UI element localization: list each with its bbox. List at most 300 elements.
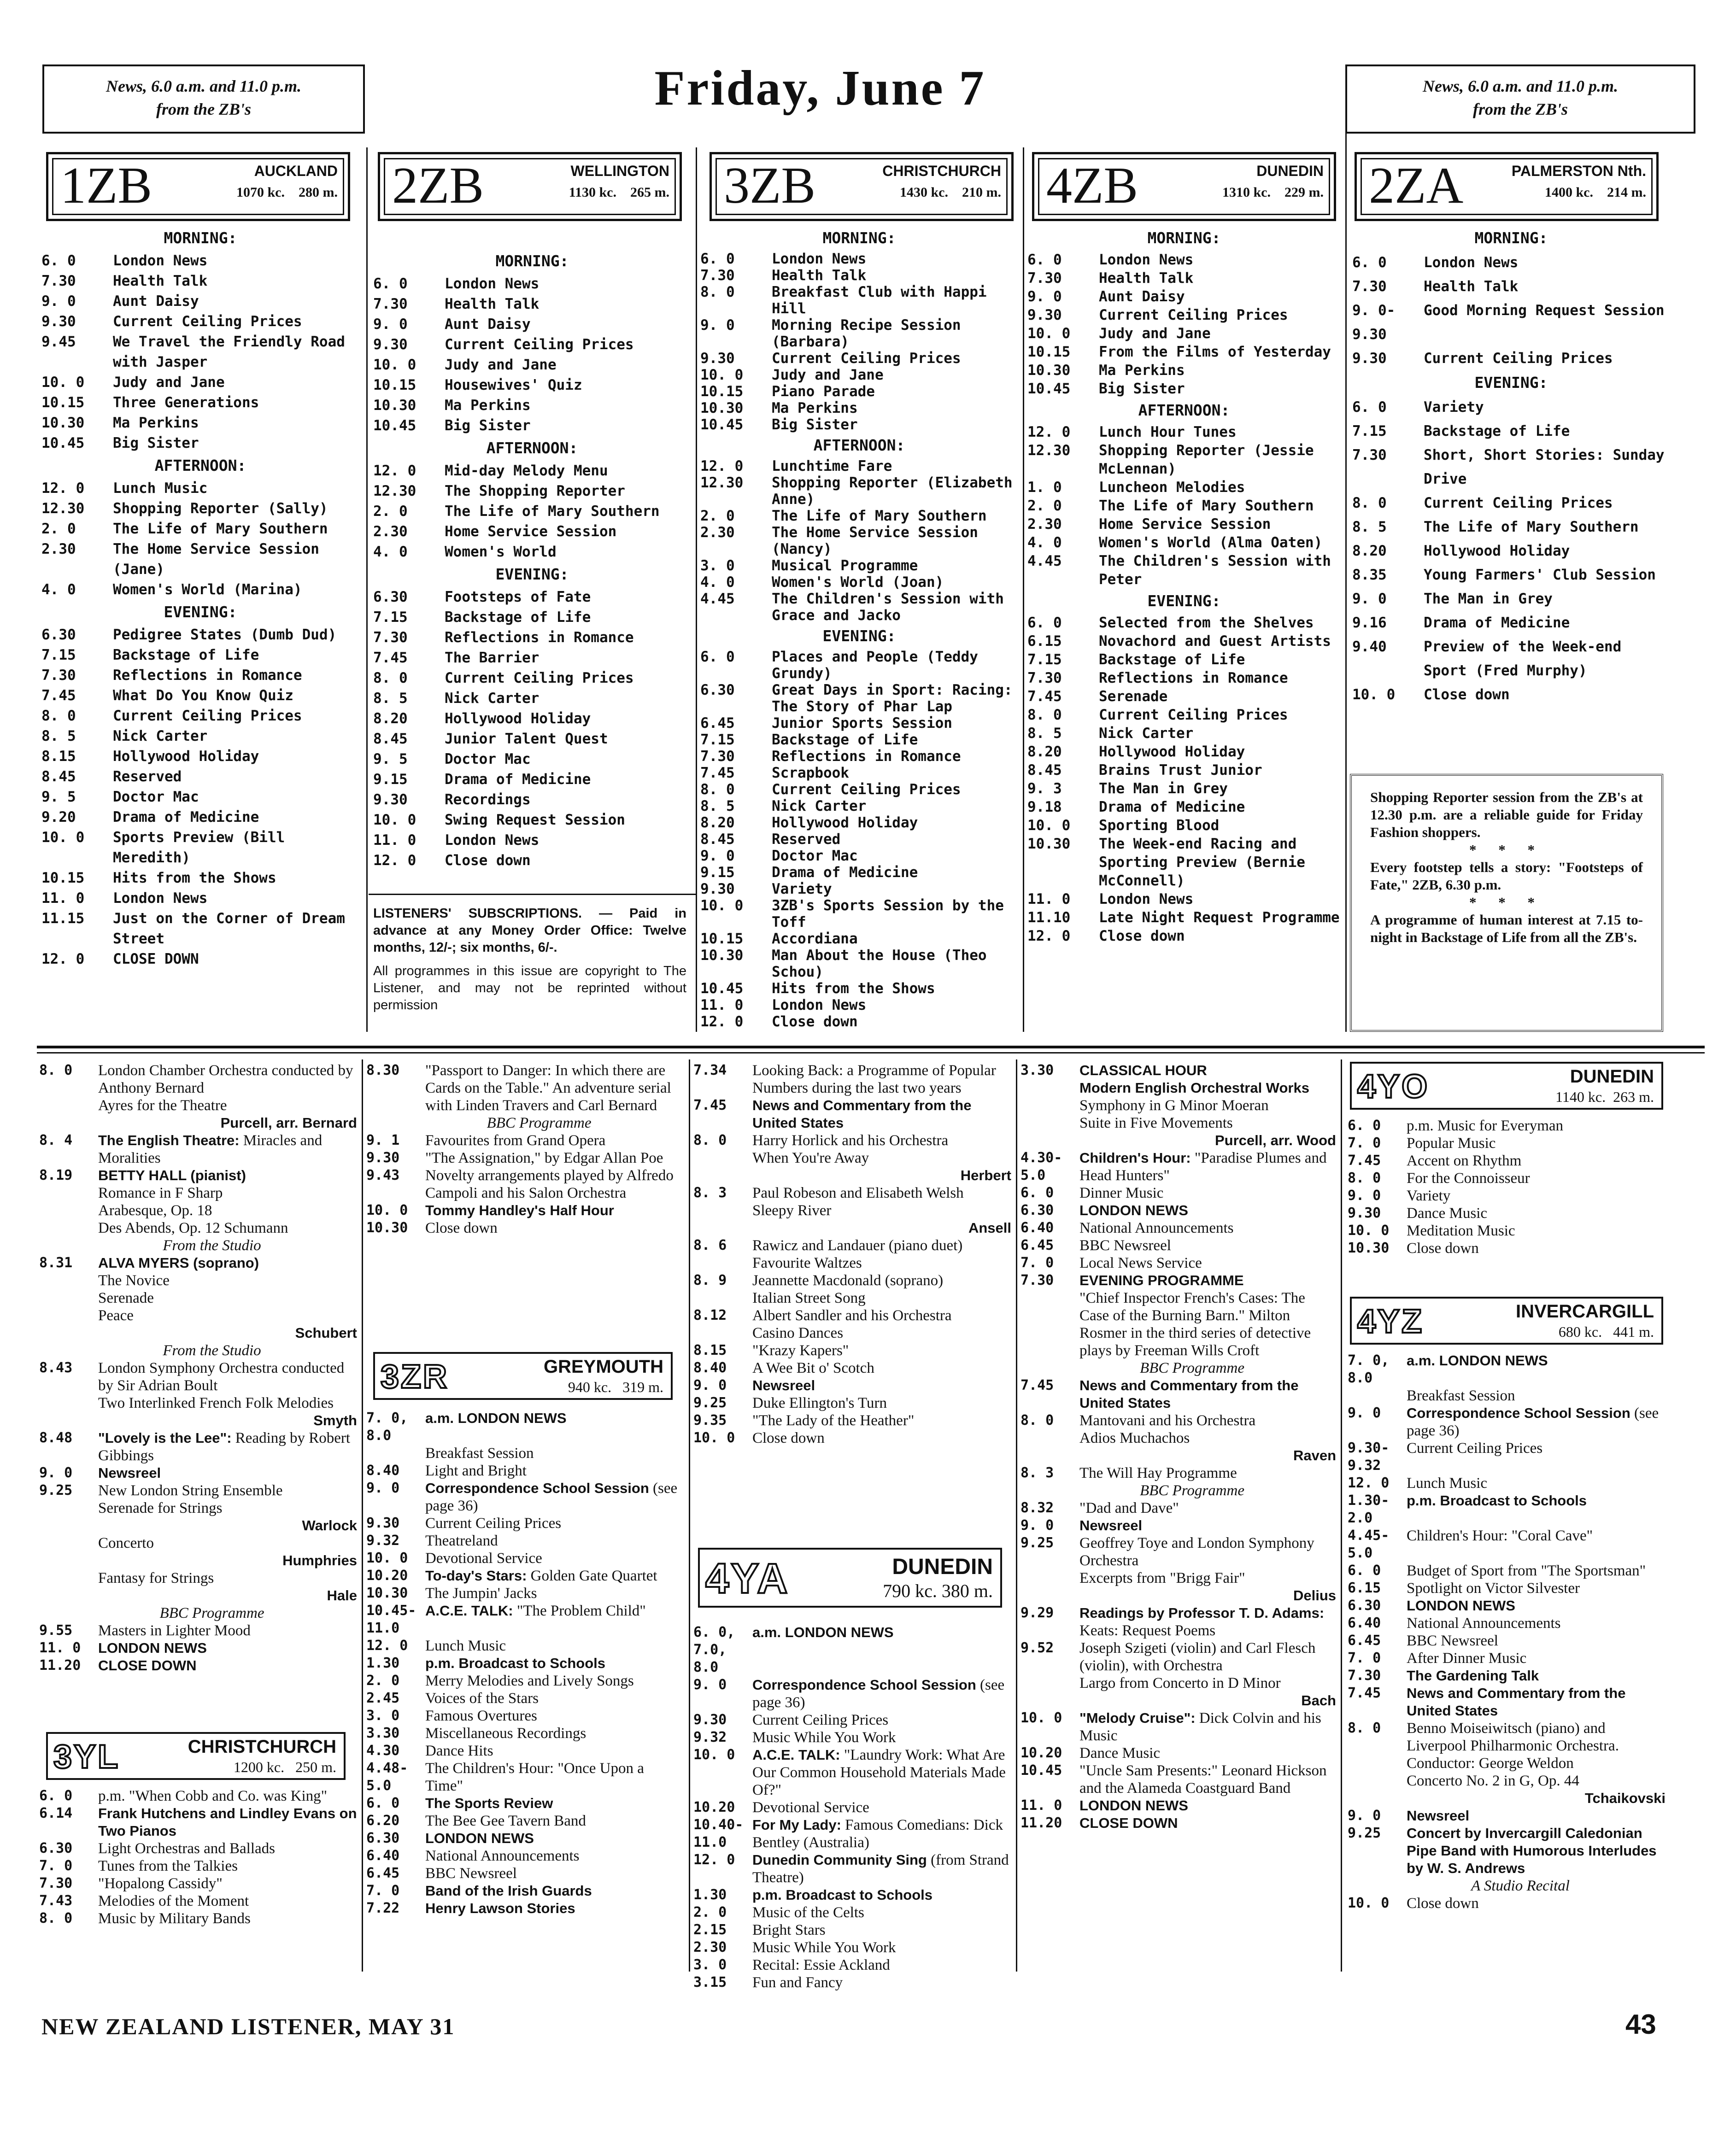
- program-row: [366, 1637, 684, 1655]
- program-title: [752, 1097, 1011, 1132]
- program-time: 10. 0: [1027, 325, 1071, 342]
- program-title: Current Ceiling Prices: [113, 313, 302, 330]
- program-title: [98, 1657, 357, 1674]
- program-description: Tunes from the Talkies: [98, 1858, 238, 1874]
- program-title: Morning Recipe Session (Barbara): [772, 317, 961, 350]
- program-time: 10.15: [700, 383, 744, 400]
- schedule-2za: [1352, 226, 1670, 707]
- program-row: [693, 1746, 1011, 1799]
- program-description: "Uncle Sam Presents:" Leonard Hickson and the Alameda Coastguard Band: [1079, 1762, 1327, 1797]
- program-time: 6.30: [366, 1830, 400, 1846]
- program-row: [366, 1167, 684, 1202]
- program-row: [693, 1359, 1011, 1377]
- program-time: 12. 0: [1027, 424, 1071, 440]
- program-title: Three Generations: [113, 394, 259, 411]
- program-title: The Children's Session with Grace and Jacko: [772, 591, 1004, 624]
- program-row: [1020, 1202, 1336, 1219]
- program-title: [1407, 1240, 1666, 1257]
- program-title: Reflections in Romance: [772, 748, 961, 765]
- program-time: 11.15: [41, 910, 85, 927]
- program-detail: Symphony in G Minor Moeran: [1079, 1097, 1269, 1114]
- program-title: Close down: [1424, 686, 1510, 703]
- program-title: [752, 1237, 1011, 1254]
- program-time: 11.20: [1020, 1815, 1062, 1831]
- station-logo: 3YL: [53, 1738, 120, 1775]
- program-time: 4.45: [700, 591, 735, 607]
- program-time: 9. 0: [1348, 1405, 1381, 1421]
- program-description: Mantovani and his Orchestra: [1079, 1412, 1256, 1429]
- program-time: 9.30: [693, 1712, 727, 1728]
- program-row: [700, 1013, 1018, 1030]
- program-time: 8.32: [1020, 1500, 1054, 1516]
- program-description: BBC Newsreel: [425, 1865, 517, 1882]
- program-title: [1407, 1895, 1666, 1912]
- program-time: 11. 0: [39, 1640, 81, 1656]
- program-title: [752, 1956, 1011, 1974]
- program-description: Accent on Rhythm: [1407, 1153, 1522, 1169]
- program-row: [693, 1429, 1011, 1447]
- program-row: [1027, 306, 1341, 324]
- program-description: Spotlight on Victor Silvester: [1407, 1580, 1580, 1597]
- program-detail: Italian Street Song: [752, 1290, 866, 1306]
- program-row: [693, 1974, 1011, 1991]
- program-title: Serenade: [1099, 688, 1168, 705]
- program-title: [425, 1132, 684, 1149]
- program-row: [1348, 1580, 1666, 1597]
- program-row: [700, 947, 1018, 980]
- schedule-3zr: [366, 1410, 684, 1917]
- program-row: [1348, 1405, 1666, 1440]
- program-row: [41, 625, 359, 645]
- program-title: The Children's Session with Peter: [1099, 553, 1331, 588]
- program-time: 8. 0: [700, 284, 735, 300]
- program-row: [1027, 478, 1341, 497]
- program-time: 8. 6: [693, 1237, 727, 1253]
- program-title: Home Service Session: [445, 523, 617, 540]
- program-row: [693, 1097, 1011, 1132]
- program-row: [373, 668, 691, 688]
- program-time: 4.30: [366, 1743, 400, 1759]
- program-title: [1407, 1475, 1666, 1492]
- program-time: 4.45: [1027, 553, 1062, 569]
- program-highlight: Tommy Handley's Half Hour: [425, 1202, 614, 1218]
- program-time: 10.45: [700, 980, 744, 997]
- program-row: [700, 574, 1018, 591]
- program-row: [1348, 1527, 1666, 1562]
- program-title: [1407, 1632, 1666, 1650]
- program-row: [373, 542, 691, 562]
- program-row: [1348, 1205, 1666, 1222]
- program-detail: Adios Muchachos: [1079, 1430, 1190, 1446]
- program-time: 4. 0: [1027, 534, 1062, 551]
- program-row: [1348, 1135, 1666, 1152]
- program-title: [1079, 1237, 1336, 1254]
- program-description: "Paradise Plumes and Head Hunters": [1079, 1150, 1327, 1184]
- program-row: [366, 1882, 684, 1900]
- program-description: Jeannette Macdonald (soprano): [752, 1272, 944, 1289]
- schedule-4yz: [1348, 1352, 1666, 1912]
- program-title: [425, 1585, 684, 1602]
- program-time: 7.43: [39, 1893, 73, 1909]
- program-title: Ma Perkins: [1099, 362, 1185, 379]
- program-time: 9.25: [39, 1482, 73, 1498]
- program-title: Shopping Reporter (Jessie McLennan): [1099, 442, 1314, 477]
- program-title: The Life of Mary Southern: [772, 508, 987, 524]
- program-description: Recital: Essie Ackland: [752, 1957, 890, 1973]
- section-heading: EVENING:: [164, 603, 237, 621]
- program-detail: Sleepy River: [752, 1202, 832, 1219]
- program-time: 2.30: [700, 524, 735, 541]
- program-time: 11. 0: [1020, 1797, 1062, 1814]
- program-row: [39, 1657, 357, 1674]
- program-time: 3. 0: [700, 557, 735, 574]
- program-row: [373, 395, 691, 416]
- program-row: [41, 291, 359, 311]
- program-row: [700, 715, 1018, 732]
- program-description: Music of the Celts: [752, 1904, 864, 1921]
- station-box-4yz: [1350, 1297, 1663, 1345]
- program-time: 10. 0: [1352, 686, 1396, 703]
- program-title: [1407, 1720, 1666, 1772]
- program-time: 11.10: [1027, 909, 1071, 926]
- program-time: 7.45: [693, 1097, 727, 1113]
- program-row: [1348, 1475, 1666, 1492]
- program-title: [752, 1429, 1011, 1447]
- program-title: Judy and Jane: [445, 357, 557, 373]
- program-row: [1348, 1222, 1666, 1240]
- program-highlight: News and Commentary from the United States: [1079, 1377, 1299, 1411]
- composer-credit: Delius: [1293, 1587, 1336, 1604]
- program-title: [1407, 1135, 1666, 1152]
- station-box-1zb: [46, 152, 350, 221]
- program-time: 10.15: [41, 870, 85, 886]
- program-time: 1.30-2.0: [1348, 1492, 1390, 1526]
- program-title: The Life of Mary Southern: [113, 521, 328, 537]
- program-highlight: News and Commentary from the United States: [1407, 1685, 1626, 1719]
- program-title: Hits from the Shows: [113, 870, 276, 886]
- program-title: [1079, 1254, 1336, 1272]
- program-row: [41, 807, 359, 827]
- program-title: [1407, 1597, 1666, 1615]
- program-time: 8.12: [693, 1307, 727, 1323]
- program-description: Voices of the Stars: [425, 1690, 539, 1707]
- program-time: 8.45: [41, 768, 76, 785]
- program-highlight: News and Commentary from the United States: [752, 1097, 972, 1131]
- program-title: [425, 1202, 684, 1219]
- program-time: 10.15: [1027, 344, 1071, 360]
- program-time: 7.30: [373, 629, 408, 646]
- program-title: [1407, 1807, 1666, 1825]
- program-title: [425, 1830, 684, 1847]
- program-time: 8.20: [373, 710, 408, 727]
- program-title: Junior Talent Quest: [445, 731, 608, 747]
- program-row: [1352, 298, 1670, 346]
- program-row: [700, 367, 1018, 383]
- program-highlight: Concert by Invercargill Caledonian Pipe Band with Humorous Interludes by W. S. Andrews: [1407, 1825, 1657, 1876]
- program-title: Reflections in Romance: [445, 629, 634, 646]
- program-description: Fun and Fancy: [752, 1974, 843, 1991]
- program-time: 6.45: [700, 715, 735, 732]
- program-row: [1348, 1117, 1666, 1135]
- schedule-4yo: [1348, 1117, 1666, 1257]
- program-time: 9. 0: [700, 317, 735, 334]
- program-title: London News: [772, 997, 867, 1013]
- program-row: [39, 1167, 357, 1184]
- program-highlight: CLOSE DOWN: [98, 1657, 197, 1674]
- program-description: p.m. "When Cobb and Co. was King": [98, 1788, 328, 1804]
- program-row: [700, 897, 1018, 931]
- program-title: Current Ceiling Prices: [445, 336, 634, 353]
- program-time: 8.20: [1027, 743, 1062, 760]
- program-row: [1020, 1149, 1336, 1184]
- program-title: [1407, 1650, 1666, 1667]
- program-title: [1407, 1562, 1666, 1580]
- station-frequency: 1070 kc. 280 m.: [236, 185, 338, 200]
- program-title: [425, 1567, 684, 1585]
- program-time: 9.15: [373, 771, 408, 788]
- program-time: 9. 1: [366, 1132, 400, 1148]
- program-time: 6. 0: [700, 649, 735, 665]
- program-time: 8.19: [39, 1167, 73, 1183]
- program-title: Nick Carter: [113, 728, 208, 744]
- program-row: [1348, 1720, 1666, 1772]
- program-description: A Wee Bit o' Scotch: [752, 1360, 874, 1376]
- program-description: Favourites from Grand Opera: [425, 1132, 606, 1149]
- program-title: Current Ceiling Prices: [1099, 707, 1288, 723]
- program-time: 8. 0: [1348, 1720, 1381, 1736]
- program-description: Bright Stars: [752, 1922, 826, 1938]
- program-time: 10.30: [700, 400, 744, 416]
- program-title: Hollywood Holiday: [445, 710, 591, 727]
- program-title: [1407, 1440, 1666, 1475]
- program-row: [1027, 287, 1341, 306]
- page-number: 43: [1625, 2009, 1656, 2040]
- program-row: [693, 1729, 1011, 1746]
- program-row: [700, 682, 1018, 715]
- program-row: [693, 1851, 1011, 1886]
- program-description: Keats: Request Poems: [1079, 1622, 1216, 1639]
- program-time: 7. 0, 8.0: [1348, 1352, 1390, 1386]
- program-row: [1027, 324, 1341, 343]
- program-title: Drama of Medicine: [772, 864, 918, 881]
- program-title: [752, 1676, 1011, 1711]
- program-time: 7.30: [41, 273, 76, 289]
- program-title: [752, 1342, 1011, 1359]
- program-title: CLOSE DOWN: [113, 951, 199, 967]
- program-row: [1348, 1187, 1666, 1205]
- program-highlight: Frank Hutchens and Lindley Evans on Two Pianos: [98, 1805, 357, 1839]
- program-time: 2.30: [1027, 516, 1062, 533]
- program-highlight: BETTY HALL (pianist): [98, 1167, 246, 1183]
- program-title: Drama of Medicine: [445, 771, 591, 788]
- program-row: [1348, 1667, 1666, 1685]
- station-box-4ya: [698, 1548, 1002, 1608]
- program-title: Footsteps of Fate: [445, 589, 591, 605]
- program-time: 8.30: [366, 1062, 400, 1078]
- program-description: Music While You Work: [752, 1729, 896, 1746]
- program-description: Current Ceiling Prices: [752, 1712, 889, 1728]
- program-row: [693, 1412, 1011, 1429]
- station-box-2zb: [378, 152, 682, 221]
- program-title: [752, 1904, 1011, 1921]
- program-row: [1027, 614, 1341, 632]
- station-box-4zb: [1032, 152, 1336, 221]
- program-time: 7.15: [373, 609, 408, 626]
- program-highlight: Readings by Professor T. D. Adams:: [1079, 1605, 1325, 1621]
- station-call: 1ZB: [60, 157, 152, 214]
- program-description: The Jumpin' Jacks: [425, 1585, 537, 1602]
- program-row: [39, 1359, 357, 1394]
- program-title: Selected from the Shelves: [1099, 615, 1314, 631]
- program-time: 9.55: [39, 1622, 73, 1639]
- program-description: Variety: [1407, 1188, 1451, 1204]
- program-row: [693, 1394, 1011, 1412]
- program-title: London News: [445, 275, 540, 292]
- program-time: 2.30: [693, 1939, 727, 1955]
- program-detail: Breakfast Session: [425, 1445, 534, 1462]
- station-city: DUNEDIN: [892, 1555, 993, 1579]
- program-title: Current Ceiling Prices: [1424, 350, 1613, 367]
- program-title: London News: [1099, 252, 1194, 268]
- program-title: Women's World (Marina): [113, 581, 302, 598]
- composer-credit: Warlock: [302, 1517, 357, 1533]
- program-time: 7.45: [41, 687, 76, 704]
- program-time: 4. 0: [373, 544, 408, 560]
- program-title: Big Sister: [445, 417, 531, 434]
- program-time: 4.45-5.0: [1348, 1527, 1390, 1561]
- program-time: 12.30: [700, 474, 744, 491]
- program-title: [752, 1359, 1011, 1377]
- program-description: National Announcements: [1407, 1615, 1561, 1632]
- program-title: The Life of Mary Southern: [445, 503, 660, 520]
- program-title: Novachord and Guest Artists: [1099, 633, 1331, 650]
- composer-credit: Herbert: [960, 1167, 1011, 1183]
- program-description: Budget of Sport from "The Sportsman": [1407, 1563, 1646, 1579]
- program-highlight: To-day's Stars:: [425, 1568, 527, 1584]
- program-time: 7.34: [693, 1062, 727, 1078]
- program-title: Health Talk: [1099, 270, 1194, 287]
- program-row: [1027, 533, 1341, 552]
- program-title: [752, 1412, 1011, 1429]
- program-row: [1348, 1685, 1666, 1720]
- program-row: [41, 478, 359, 498]
- program-highlight: A.C.E. TALK:: [752, 1747, 840, 1763]
- program-row: [41, 645, 359, 665]
- program-time: 7.30: [700, 748, 735, 765]
- program-row: [700, 251, 1018, 267]
- program-detail: "Chief Inspector French's Cases: The Case of the Burning Barn." Milton Rosmer in the third series of detective plays by Freeman Wills Croft: [1079, 1290, 1311, 1359]
- program-time: 8.48: [39, 1430, 73, 1446]
- program-title: Big Sister: [772, 416, 858, 433]
- program-row: [700, 416, 1018, 433]
- program-time: 8.20: [700, 814, 735, 831]
- program-time: [1020, 1079, 1079, 1097]
- program-title: [425, 1480, 684, 1515]
- program-title: [1079, 1377, 1336, 1412]
- program-title: Shopping Reporter (Sally): [113, 500, 328, 517]
- program-highlight: a.m. LONDON NEWS: [752, 1624, 894, 1640]
- program-description: The Children's Hour: "Once Upon a Time": [425, 1760, 644, 1794]
- program-title: [1079, 1797, 1336, 1814]
- program-time: 7.45: [700, 765, 735, 781]
- section-heading: EVENING:: [1147, 592, 1221, 610]
- section-heading: MORNING:: [1147, 229, 1221, 247]
- program-row: [41, 332, 359, 372]
- program-time: 8. 4: [39, 1132, 73, 1148]
- program-time: 7. 0: [366, 1883, 400, 1899]
- composer-credit: Purcell, arr. Wood: [1214, 1132, 1336, 1148]
- station-frequency: 1400 kc. 214 m.: [1545, 185, 1646, 200]
- program-title: [98, 1062, 357, 1097]
- program-time: 8.40: [366, 1463, 400, 1479]
- program-row: [1348, 1632, 1666, 1650]
- program-title: Drama of Medicine: [113, 809, 259, 825]
- program-time: 7. 0: [1020, 1255, 1054, 1271]
- program-time: 10.30: [700, 947, 744, 964]
- program-highlight: a.m. LONDON NEWS: [425, 1410, 567, 1426]
- program-row: [1027, 361, 1341, 380]
- program-title: Brains Trust Junior: [1099, 762, 1262, 778]
- program-time: 6.15: [1348, 1580, 1381, 1596]
- program-row: [700, 317, 1018, 350]
- program-time: 8. 0: [700, 781, 735, 798]
- program-row: [1020, 1604, 1336, 1639]
- program-row: [41, 827, 359, 868]
- program-title: [1079, 1202, 1336, 1219]
- program-row: [1027, 497, 1341, 515]
- program-description: Dance Music: [1079, 1745, 1161, 1762]
- program-time: 8.35: [1352, 567, 1387, 583]
- program-title: Health Talk: [445, 296, 540, 312]
- program-time: 10.15: [700, 931, 744, 947]
- program-time: 6.30: [373, 589, 408, 605]
- program-description: "The Lady of the Heather": [752, 1412, 915, 1429]
- program-row: [1348, 1170, 1666, 1187]
- program-row: [366, 1900, 684, 1917]
- program-row: [41, 413, 359, 433]
- program-title: [1079, 1219, 1336, 1237]
- program-description: (see page 36): [425, 1480, 678, 1514]
- program-title: [1079, 1814, 1336, 1832]
- program-row: [1352, 587, 1670, 611]
- program-time: 10. 0: [1020, 1710, 1062, 1726]
- program-description: Famous Comedians: Dick Bentley (Australia): [752, 1817, 1003, 1851]
- program-description: Devotional Service: [425, 1550, 542, 1567]
- program-row: [366, 1149, 684, 1167]
- section-heading: MORNING:: [1474, 229, 1548, 247]
- program-row: [41, 392, 359, 413]
- program-time: 2. 0: [700, 508, 735, 524]
- program-time: 7.30: [373, 296, 408, 312]
- station-city: DUNEDIN: [1256, 163, 1324, 179]
- program-row: [366, 1672, 684, 1690]
- program-time: 10.30: [41, 415, 85, 431]
- program-row: [1027, 441, 1341, 478]
- composer-credit: Hale: [327, 1587, 357, 1604]
- program-time: 7. 0: [1348, 1650, 1381, 1666]
- program-row: [1027, 515, 1341, 533]
- program-title: [98, 1132, 357, 1167]
- program-description: "Dad and Dave": [1079, 1500, 1179, 1516]
- program-time: 9.20: [41, 809, 76, 825]
- program-time: 8.45: [700, 831, 735, 848]
- program-time: 9.30: [1027, 307, 1062, 323]
- publication-footer: NEW ZEALAND LISTENER, MAY 31: [41, 2013, 455, 2039]
- section-heading: EVENING:: [1474, 374, 1548, 392]
- program-time: 10.45: [41, 435, 85, 451]
- program-row: [1352, 539, 1670, 563]
- program-row: [366, 1742, 684, 1760]
